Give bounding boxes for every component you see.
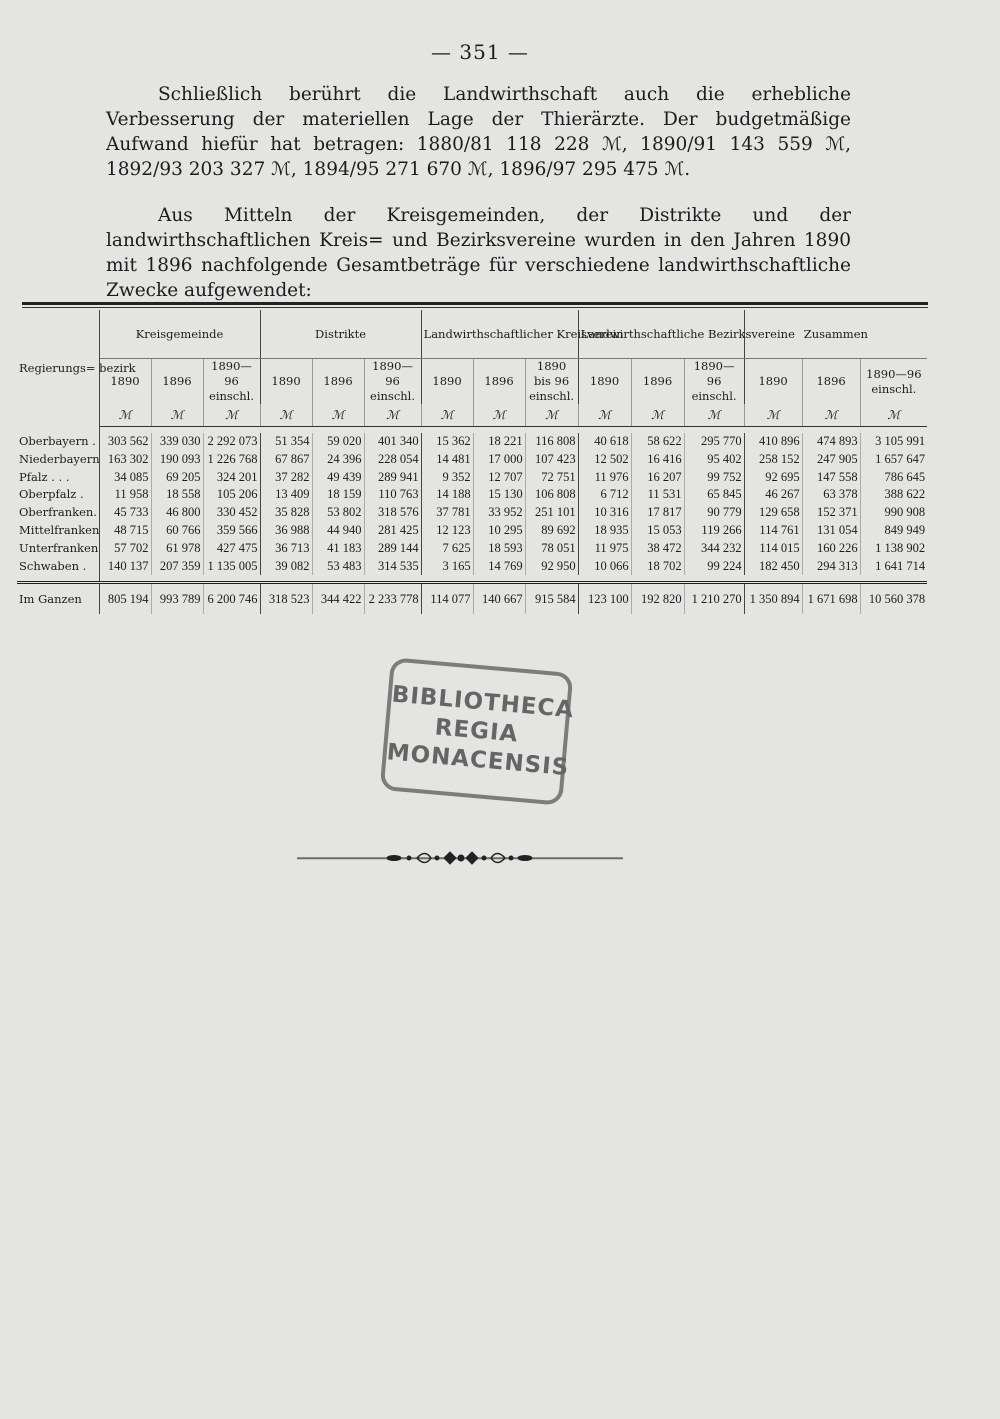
expenditure-table — [17, 310, 927, 614]
value-cell: 41 183 — [312, 540, 364, 558]
value-cell: 6 712 — [578, 486, 631, 504]
unit-label: ℳ — [631, 404, 684, 427]
value-cell: 258 152 — [744, 451, 802, 469]
value-cell: 36 713 — [260, 540, 312, 558]
value-cell: 14 481 — [421, 451, 473, 469]
value-cell: 1 226 768 — [203, 451, 260, 469]
value-cell: 33 952 — [473, 504, 525, 522]
value-cell: 1 350 894 — [744, 583, 802, 615]
value-cell: 119 266 — [684, 522, 744, 540]
value-cell: 110 763 — [364, 486, 421, 504]
value-cell: 45 733 — [99, 504, 151, 522]
value-cell: 1 138 902 — [860, 540, 927, 558]
value-cell: 251 101 — [525, 504, 578, 522]
year-header: 1896 — [473, 359, 525, 405]
value-cell: 106 808 — [525, 486, 578, 504]
value-cell: 11 531 — [631, 486, 684, 504]
year-header: 1896 — [151, 359, 203, 405]
value-cell: 3 105 991 — [860, 433, 927, 451]
value-cell: 1 657 647 — [860, 451, 927, 469]
value-cell: 24 396 — [312, 451, 364, 469]
unit-label: ℳ — [578, 404, 631, 427]
year-header: 1890—96 einschl. — [203, 359, 260, 405]
value-cell: 35 828 — [260, 504, 312, 522]
value-cell: 14 188 — [421, 486, 473, 504]
unit-label: ℳ — [151, 404, 203, 427]
value-cell: 289 144 — [364, 540, 421, 558]
value-cell: 10 066 — [578, 558, 631, 576]
unit-label: ℳ — [684, 404, 744, 427]
value-cell: 11 975 — [578, 540, 631, 558]
value-cell: 3 165 — [421, 558, 473, 576]
value-cell: 95 402 — [684, 451, 744, 469]
stamp-line: REGIA — [433, 714, 520, 748]
year-header: 1890 — [744, 359, 802, 405]
group-header-bezirksvereine: Landwirthschaftliche Bezirksvereine — [578, 310, 744, 359]
page-number: — 351 — — [431, 40, 529, 64]
value-cell: 114 077 — [421, 583, 473, 615]
value-cell: 49 439 — [312, 469, 364, 487]
table-row — [17, 504, 927, 522]
value-cell: 11 976 — [578, 469, 631, 487]
value-cell: 207 359 — [151, 558, 203, 576]
value-cell: 99 752 — [684, 469, 744, 487]
value-cell: 228 054 — [364, 451, 421, 469]
value-cell: 401 340 — [364, 433, 421, 451]
value-cell: 15 053 — [631, 522, 684, 540]
value-cell: 474 893 — [802, 433, 860, 451]
year-header: 1896 — [312, 359, 364, 405]
value-cell: 39 082 — [260, 558, 312, 576]
region-label: Unterfranken — [17, 540, 99, 558]
value-cell: 99 224 — [684, 558, 744, 576]
table-row — [17, 522, 927, 540]
value-cell: 17 817 — [631, 504, 684, 522]
library-stamp — [380, 657, 574, 805]
unit-label: ℳ — [421, 404, 473, 427]
value-cell: 72 751 — [525, 469, 578, 487]
value-cell: 16 416 — [631, 451, 684, 469]
value-cell: 314 535 — [364, 558, 421, 576]
value-cell: 18 558 — [151, 486, 203, 504]
value-cell: 330 452 — [203, 504, 260, 522]
value-cell: 63 378 — [802, 486, 860, 504]
unit-label: ℳ — [99, 404, 151, 427]
paragraph-veterinarians: Schließlich berührt die Landwirthschaft auch die erhebliche Verbesserung der materiellen Lage der Thierärzte. Der budgetmäßige Aufwand hiefür hat betragen: 1880/81 118 228 ℳ, 1890/91 143 559 ℳ, 1892/93 203 327 ℳ, 1894/95 271 670 ℳ, 1896/97 295 475 ℳ. — [106, 84, 851, 180]
year-header: 1890 — [260, 359, 312, 405]
value-cell: 57 702 — [99, 540, 151, 558]
value-cell: 69 205 — [151, 469, 203, 487]
region-label: Niederbayern — [17, 451, 99, 469]
value-cell: 427 475 — [203, 540, 260, 558]
group-header-zusammen: Zusammen — [744, 310, 927, 359]
value-cell: 324 201 — [203, 469, 260, 487]
value-cell: 65 845 — [684, 486, 744, 504]
value-cell: 12 707 — [473, 469, 525, 487]
value-cell: 15 130 — [473, 486, 525, 504]
value-cell: 131 054 — [802, 522, 860, 540]
value-cell: 18 935 — [578, 522, 631, 540]
table-row — [17, 540, 927, 558]
value-cell: 1 671 698 — [802, 583, 860, 615]
value-cell: 13 409 — [260, 486, 312, 504]
value-cell: 18 702 — [631, 558, 684, 576]
region-label: Oberbayern . — [17, 433, 99, 451]
value-cell: 92 950 — [525, 558, 578, 576]
table-row — [17, 433, 927, 451]
value-cell: 129 658 — [744, 504, 802, 522]
unit-label: ℳ — [312, 404, 364, 427]
value-cell: 147 558 — [802, 469, 860, 487]
value-cell: 410 896 — [744, 433, 802, 451]
value-cell: 37 282 — [260, 469, 312, 487]
group-header-distrikte: Distrikte — [260, 310, 421, 359]
value-cell: 344 422 — [312, 583, 364, 615]
value-cell: 38 472 — [631, 540, 684, 558]
value-cell: 51 354 — [260, 433, 312, 451]
table-row — [17, 558, 927, 576]
region-label: Im Ganzen — [17, 583, 99, 615]
value-cell: 16 207 — [631, 469, 684, 487]
value-cell: 2 292 073 — [203, 433, 260, 451]
unit-label: ℳ — [364, 404, 421, 427]
value-cell: 46 800 — [151, 504, 203, 522]
value-cell: 60 766 — [151, 522, 203, 540]
value-cell: 289 941 — [364, 469, 421, 487]
year-header: 1890 — [99, 359, 151, 405]
stamp-line: MONACENSIS — [385, 739, 571, 782]
year-header: 1896 — [631, 359, 684, 405]
stamp-line: BIBLIOTHECA — [390, 681, 576, 724]
value-cell: 14 769 — [473, 558, 525, 576]
value-cell: 17 000 — [473, 451, 525, 469]
region-label: Oberpfalz . — [17, 486, 99, 504]
value-cell: 7 625 — [421, 540, 473, 558]
value-cell: 2 233 778 — [364, 583, 421, 615]
value-cell: 388 622 — [860, 486, 927, 504]
year-header: 1890 bis 96 einschl. — [525, 359, 578, 405]
value-cell: 849 949 — [860, 522, 927, 540]
unit-label: ℳ — [525, 404, 578, 427]
group-header-kreisverein: Landwirthschaftlicher Kreisverein — [421, 310, 578, 359]
value-cell: 339 030 — [151, 433, 203, 451]
value-cell: 90 779 — [684, 504, 744, 522]
value-cell: 67 867 — [260, 451, 312, 469]
value-cell: 34 085 — [99, 469, 151, 487]
value-cell: 114 015 — [744, 540, 802, 558]
value-cell: 318 576 — [364, 504, 421, 522]
value-cell: 915 584 — [525, 583, 578, 615]
value-cell: 78 051 — [525, 540, 578, 558]
value-cell: 18 221 — [473, 433, 525, 451]
year-header: 1890—96 einschl. — [684, 359, 744, 405]
value-cell: 294 313 — [802, 558, 860, 576]
value-cell: 281 425 — [364, 522, 421, 540]
value-cell: 786 645 — [860, 469, 927, 487]
region-label: Oberfranken. — [17, 504, 99, 522]
value-cell: 993 789 — [151, 583, 203, 615]
value-cell: 114 761 — [744, 522, 802, 540]
region-column-header: Regierungs= bezirk — [17, 310, 99, 427]
table-body — [17, 427, 927, 615]
value-cell: 53 802 — [312, 504, 364, 522]
group-header-kreisgemeinde: Kreisgemeinde — [99, 310, 260, 359]
table-row — [17, 469, 927, 487]
value-cell: 9 352 — [421, 469, 473, 487]
value-cell: 10 295 — [473, 522, 525, 540]
value-cell: 318 523 — [260, 583, 312, 615]
value-cell: 61 978 — [151, 540, 203, 558]
value-cell: 58 622 — [631, 433, 684, 451]
year-header: 1890—96 einschl. — [860, 359, 927, 405]
value-cell: 6 200 746 — [203, 583, 260, 615]
year-header: 1896 — [802, 359, 860, 405]
value-cell: 11 958 — [99, 486, 151, 504]
year-header: 1890—96 einschl. — [364, 359, 421, 405]
value-cell: 40 618 — [578, 433, 631, 451]
value-cell: 89 692 — [525, 522, 578, 540]
value-cell: 116 808 — [525, 433, 578, 451]
unit-label: ℳ — [260, 404, 312, 427]
value-cell: 1 641 714 — [860, 558, 927, 576]
value-cell: 12 123 — [421, 522, 473, 540]
year-header: 1890 — [578, 359, 631, 405]
value-cell: 295 770 — [684, 433, 744, 451]
value-cell: 247 905 — [802, 451, 860, 469]
value-cell: 163 302 — [99, 451, 151, 469]
value-cell: 46 267 — [744, 486, 802, 504]
value-cell: 359 566 — [203, 522, 260, 540]
table-top-rule — [22, 302, 928, 305]
value-cell: 123 100 — [578, 583, 631, 615]
region-label: Mittelfranken — [17, 522, 99, 540]
unit-label: ℳ — [860, 404, 927, 427]
paragraph-table-intro: Aus Mitteln der Kreisgemeinden, der Distrikte und der landwirthschaftlichen Kreis= und Bezirksvereine wurden in den Jahren 1890 mit 1896 nachfolgende Gesamtbeträge für verschiedene landwirthschaftliche Zwecke aufgewendet: — [106, 205, 851, 301]
value-cell: 152 371 — [802, 504, 860, 522]
value-cell: 18 159 — [312, 486, 364, 504]
value-cell: 192 820 — [631, 583, 684, 615]
value-cell: 990 908 — [860, 504, 927, 522]
value-cell: 36 988 — [260, 522, 312, 540]
unit-label: ℳ — [473, 404, 525, 427]
value-cell: 10 560 378 — [860, 583, 927, 615]
region-label: Pfalz . . . — [17, 469, 99, 487]
value-cell: 48 715 — [99, 522, 151, 540]
value-cell: 53 483 — [312, 558, 364, 576]
year-header: 1890 — [421, 359, 473, 405]
value-cell: 160 226 — [802, 540, 860, 558]
value-cell: 44 940 — [312, 522, 364, 540]
unit-label: ℳ — [744, 404, 802, 427]
unit-label: ℳ — [203, 404, 260, 427]
value-cell: 107 423 — [525, 451, 578, 469]
value-cell: 15 362 — [421, 433, 473, 451]
value-cell: 805 194 — [99, 583, 151, 615]
value-cell: 12 502 — [578, 451, 631, 469]
value-cell: 140 137 — [99, 558, 151, 576]
value-cell: 18 593 — [473, 540, 525, 558]
table-top-thin-rule — [22, 307, 928, 308]
value-cell: 182 450 — [744, 558, 802, 576]
unit-label: ℳ — [802, 404, 860, 427]
value-cell: 140 667 — [473, 583, 525, 615]
table-row — [17, 451, 927, 469]
table-row — [17, 486, 927, 504]
value-cell: 344 232 — [684, 540, 744, 558]
region-label: Schwaben . — [17, 558, 99, 576]
value-cell: 59 020 — [312, 433, 364, 451]
value-cell: 1 135 005 — [203, 558, 260, 576]
value-cell: 37 781 — [421, 504, 473, 522]
value-cell: 105 206 — [203, 486, 260, 504]
value-cell: 1 210 270 — [684, 583, 744, 615]
value-cell: 10 316 — [578, 504, 631, 522]
value-cell: 303 562 — [99, 433, 151, 451]
value-cell: 190 093 — [151, 451, 203, 469]
value-cell: 92 695 — [744, 469, 802, 487]
total-row — [17, 583, 927, 615]
ornament-divider — [297, 848, 623, 868]
